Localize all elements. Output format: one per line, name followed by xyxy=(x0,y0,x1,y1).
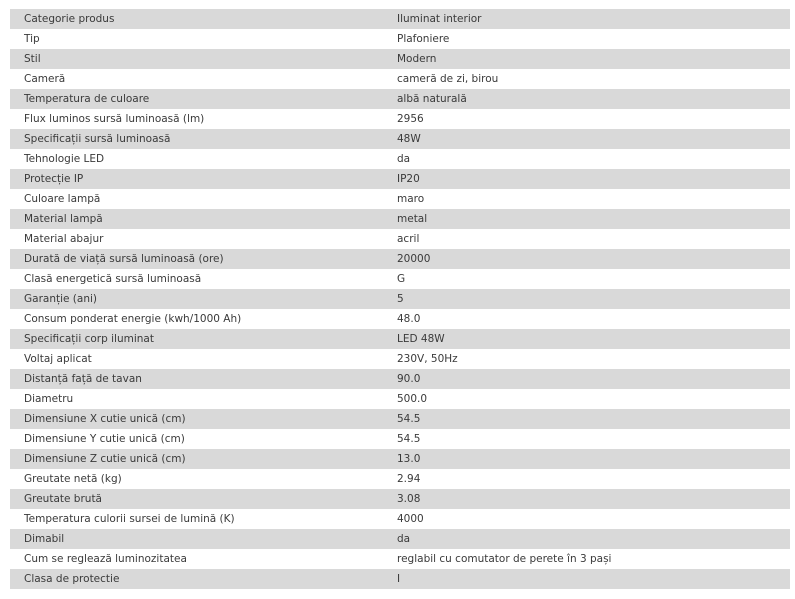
spec-label: Material abajur xyxy=(24,233,104,245)
spec-row-clasa-energetica xyxy=(10,269,790,289)
spec-label: Durată de viață sursă luminoasă (ore) xyxy=(24,253,224,265)
spec-label: Protecție IP xyxy=(24,173,84,185)
spec-label: Tehnologie LED xyxy=(24,153,105,165)
spec-row-material-lampa xyxy=(10,209,790,229)
spec-label: Temperatura culorii sursei de lumină (K) xyxy=(24,513,235,525)
spec-label: Garanție (ani) xyxy=(24,293,98,305)
spec-value: 2.94 xyxy=(397,473,421,485)
spec-row-material-abajur xyxy=(10,229,790,249)
spec-label: Voltaj aplicat xyxy=(24,353,92,365)
spec-row-greutate-neta xyxy=(10,469,790,489)
spec-row-tehnologie-led xyxy=(10,149,790,169)
spec-label: Stil xyxy=(24,53,41,65)
spec-row-specificatii-corp xyxy=(10,329,790,349)
spec-value: albă naturală xyxy=(397,93,467,105)
spec-row-greutate-bruta xyxy=(10,489,790,509)
spec-value: 13.0 xyxy=(397,453,421,465)
spec-row-durata-viata xyxy=(10,249,790,269)
spec-value: LED 48W xyxy=(397,333,445,345)
spec-label: Material lampă xyxy=(24,213,103,225)
spec-label: Dimabil xyxy=(24,533,65,545)
spec-label: Cum se reglează luminozitatea xyxy=(24,553,187,565)
spec-label: Culoare lampă xyxy=(24,193,101,205)
spec-label: Temperatura de culoare xyxy=(24,93,150,105)
spec-label: Categorie produs xyxy=(24,13,115,25)
spec-label: Greutate brută xyxy=(24,493,102,505)
spec-label: Clasa de protectie xyxy=(24,573,120,585)
spec-row-categorie-produs xyxy=(10,9,790,29)
spec-row-garantie xyxy=(10,289,790,309)
spec-value: 20000 xyxy=(397,253,431,265)
product-spec-table xyxy=(10,9,790,589)
spec-value: cameră de zi, birou xyxy=(397,73,499,85)
spec-label: Clasă energetică sursă luminoasă xyxy=(24,273,202,285)
spec-label: Specificații corp iluminat xyxy=(24,333,154,345)
spec-value: maro xyxy=(397,193,425,205)
spec-row-dimensiune-x xyxy=(10,409,790,429)
spec-value: 3.08 xyxy=(397,493,421,505)
spec-row-distanta-tavan xyxy=(10,369,790,389)
spec-row-flux-luminos xyxy=(10,109,790,129)
spec-value: Iluminat interior xyxy=(397,13,482,25)
spec-value: 54.5 xyxy=(397,433,421,445)
spec-value: 2956 xyxy=(397,113,424,125)
spec-label: Flux luminos sursă luminoasă (lm) xyxy=(24,113,205,125)
spec-row-specificatii-sursa xyxy=(10,129,790,149)
spec-row-voltaj xyxy=(10,349,790,369)
spec-label: Greutate netă (kg) xyxy=(24,473,122,485)
spec-row-clasa-protectie xyxy=(10,569,790,589)
spec-value: 90.0 xyxy=(397,373,421,385)
spec-value: I xyxy=(397,573,401,585)
spec-row-consum-energie xyxy=(10,309,790,329)
spec-value: acril xyxy=(397,233,420,245)
spec-label: Cameră xyxy=(24,73,66,85)
spec-row-temperatura-culoare xyxy=(10,89,790,109)
spec-row-dimensiune-z xyxy=(10,449,790,469)
spec-value: IP20 xyxy=(397,173,420,185)
spec-value: Plafoniere xyxy=(397,33,450,45)
spec-row-temperatura-culorii xyxy=(10,509,790,529)
spec-value: reglabil cu comutator de perete în 3 pași xyxy=(397,553,612,565)
spec-row-dimensiune-y xyxy=(10,429,790,449)
spec-value: 48W xyxy=(397,133,421,145)
spec-label: Dimensiune Y cutie unică (cm) xyxy=(24,433,185,445)
spec-value: G xyxy=(397,273,406,285)
spec-row-dimabil xyxy=(10,529,790,549)
spec-label: Diametru xyxy=(24,393,74,405)
spec-row-camera xyxy=(10,69,790,89)
spec-value: Modern xyxy=(397,53,437,65)
spec-label: Specificații sursă luminoasă xyxy=(24,133,171,145)
spec-value: 500.0 xyxy=(397,393,428,405)
spec-label: Tip xyxy=(24,33,40,45)
spec-row-protectie-ip xyxy=(10,169,790,189)
spec-row-tip xyxy=(10,29,790,49)
spec-value: metal xyxy=(397,213,428,225)
spec-row-culoare-lampa xyxy=(10,189,790,209)
spec-value: 54.5 xyxy=(397,413,421,425)
spec-label: Consum ponderat energie (kwh/1000 Ah) xyxy=(24,313,242,325)
spec-value: 48.0 xyxy=(397,313,421,325)
spec-value: da xyxy=(397,153,411,165)
spec-label: Dimensiune Z cutie unică (cm) xyxy=(24,453,186,465)
spec-row-reglare-luminozitate xyxy=(10,549,790,569)
spec-row-stil xyxy=(10,49,790,69)
spec-value: 230V, 50Hz xyxy=(397,353,458,365)
spec-value: 5 xyxy=(397,293,404,305)
spec-value: da xyxy=(397,533,411,545)
spec-value: 4000 xyxy=(397,513,424,525)
spec-label: Dimensiune X cutie unică (cm) xyxy=(24,413,186,425)
spec-row-diametru xyxy=(10,389,790,409)
spec-label: Distanță față de tavan xyxy=(24,373,142,385)
